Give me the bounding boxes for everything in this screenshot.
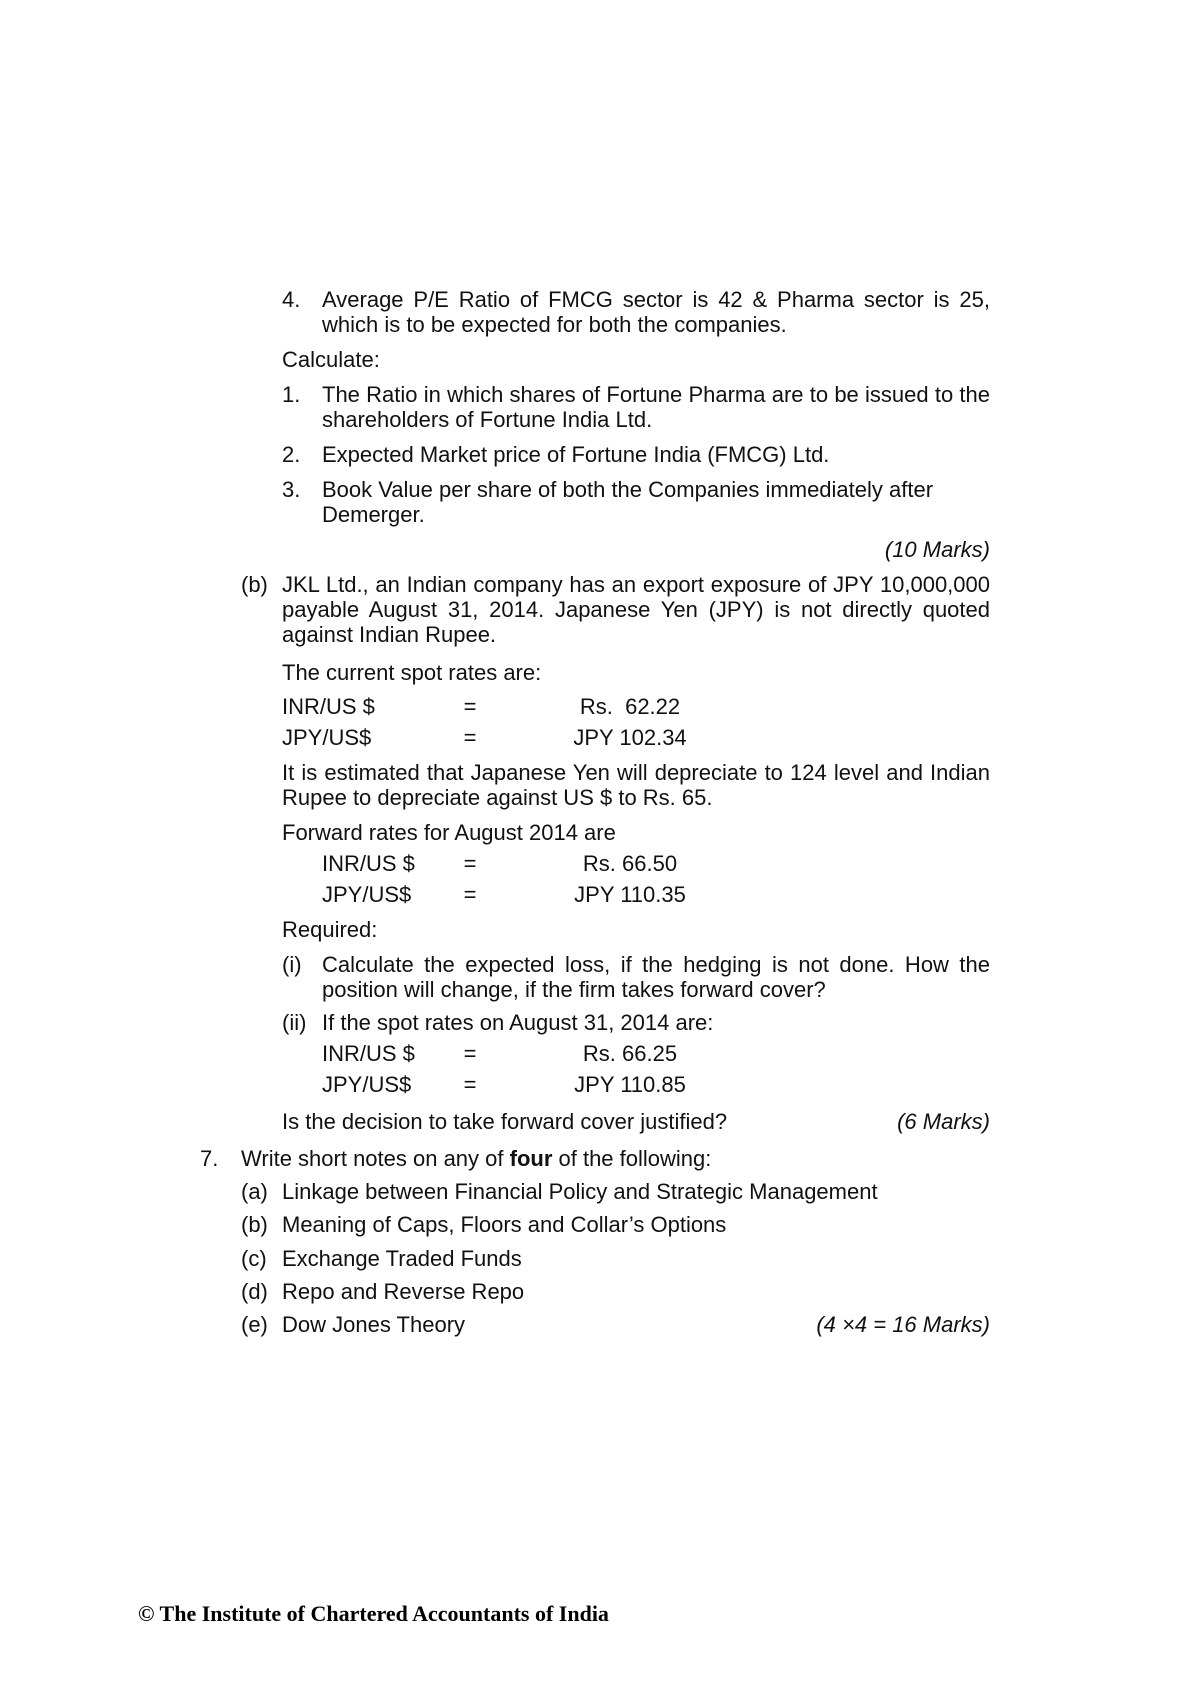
short-note-item-c-marker: (c) [241, 1246, 267, 1271]
calc-item-3-number: 3. [282, 477, 301, 502]
requirement-ii [282, 1010, 990, 1035]
forward-rate-row [322, 851, 990, 876]
rate-pair: JPY/US$ [282, 725, 372, 750]
footer-copyright: © The Institute of Chartered Accountants of India [138, 1601, 609, 1626]
short-note-item-e-marker: (e) [241, 1312, 268, 1337]
rate-value: Rs. 66.50 [582, 851, 678, 876]
requirement-ii-marker: (ii) [282, 1010, 307, 1035]
question-7-bold-word: four [509, 1146, 553, 1171]
forward-cover-question-line [282, 1109, 990, 1134]
part-b-label: (b) [241, 572, 268, 597]
calc-item-2 [282, 442, 990, 467]
calc-item-1 [282, 382, 990, 432]
spot-rate-row [282, 694, 990, 719]
rate-value: Rs. 62.22 [579, 694, 681, 719]
short-note-item-b-marker: (b) [241, 1212, 268, 1237]
sub-question-4 [282, 287, 990, 337]
forward-cover-question: Is the decision to take forward cover justified? [282, 1109, 728, 1134]
rate-equals: = [463, 694, 477, 719]
short-note-item-c [241, 1246, 990, 1271]
part-b-intro: JKL Ltd., an Indian company has an export exposure of JPY 10,000,000 payable August 31, 2014. Japanese Yen (JPY) is not directly quoted against Indian Rupee. [282, 572, 990, 647]
spot-rate-row [282, 725, 990, 750]
question-7-text-end: of the following: [552, 1146, 712, 1171]
calc-item-3 [282, 477, 990, 527]
calc-item-1-text: The Ratio in which shares of Fortune Pharma are to be issued to the shareholders of Fortune India Ltd. [322, 382, 990, 432]
requirement-ii-text: If the spot rates on August 31, 2014 are: [322, 1010, 714, 1035]
question-7-text-start: Write short notes on any of [241, 1146, 510, 1171]
rate-equals: = [463, 882, 477, 907]
rate-value: Rs. 66.25 [582, 1041, 678, 1066]
short-note-item-a-marker: (a) [241, 1179, 268, 1204]
calc-item-2-text: Expected Market price of Fortune India (FMCG) Ltd. [322, 442, 830, 467]
sub-question-4-number: 4. [282, 287, 301, 312]
requirement-i [282, 952, 990, 1002]
short-note-item-e-text: Dow Jones Theory [282, 1312, 466, 1337]
rate-value: JPY 102.34 [573, 725, 687, 750]
rate-equals: = [463, 1072, 477, 1097]
question-7-text [241, 1146, 990, 1171]
marks-16-badge: (4 ×4 = 16 Marks) [816, 1312, 990, 1337]
short-note-item-e [241, 1312, 990, 1337]
rate-value: JPY 110.85 [574, 1072, 686, 1097]
forward-rates-heading: Forward rates for August 2014 are [282, 820, 616, 845]
estimate-paragraph: It is estimated that Japanese Yen will depreciate to 124 level and Indian Rupee to depreciate against US $ to Rs. 65. [282, 760, 990, 810]
sub-question-4-text: Average P/E Ratio of FMCG sector is 42 & Pharma sector is 25, which is to be expected for both the companies. [322, 287, 990, 337]
calc-item-3-text: Book Value per share of both the Companies immediately after Demerger. [322, 477, 934, 527]
short-note-item-a-text: Linkage between Financial Policy and Strategic Management [282, 1179, 878, 1204]
requirement-i-text: Calculate the expected loss, if the hedging is not done. How the position will change, if the firm takes forward cover? [322, 952, 990, 1002]
rate-equals: = [463, 725, 477, 750]
question-7 [200, 1146, 990, 1171]
short-note-item-a [241, 1179, 990, 1204]
spot-rates-heading: The current spot rates are: [282, 660, 542, 685]
rate-pair: JPY/US$ [322, 1072, 412, 1097]
question-7-number: 7. [200, 1146, 219, 1171]
rate-pair: JPY/US$ [322, 882, 412, 907]
short-note-item-d [241, 1279, 990, 1304]
part-b [241, 572, 990, 647]
aug-rate-row [322, 1041, 990, 1066]
short-note-item-d-text: Repo and Reverse Repo [282, 1279, 525, 1304]
rate-equals: = [463, 1041, 477, 1066]
short-note-item-c-text: Exchange Traded Funds [282, 1246, 522, 1271]
marks-6-badge: (6 Marks) [897, 1109, 990, 1134]
rate-pair: INR/US $ [282, 694, 375, 719]
short-note-item-e-line [282, 1312, 990, 1337]
short-note-item-b-text: Meaning of Caps, Floors and Collar’s Options [282, 1212, 727, 1237]
forward-rate-row [322, 882, 990, 907]
calculate-heading: Calculate: [282, 347, 380, 372]
calc-item-2-number: 2. [282, 442, 301, 467]
aug-rate-row [322, 1072, 990, 1097]
page-content [200, 287, 990, 1337]
rate-equals: = [463, 851, 477, 876]
rate-value: JPY 110.35 [574, 882, 686, 907]
short-note-item-b [241, 1212, 990, 1237]
calc-item-1-number: 1. [282, 382, 301, 407]
requirement-i-marker: (i) [282, 952, 302, 977]
rate-pair: INR/US $ [322, 851, 415, 876]
marks-10-badge: (10 Marks) [884, 537, 990, 562]
rate-pair: INR/US $ [322, 1041, 415, 1066]
required-heading: Required: [282, 917, 378, 942]
short-note-item-d-marker: (d) [241, 1279, 268, 1304]
